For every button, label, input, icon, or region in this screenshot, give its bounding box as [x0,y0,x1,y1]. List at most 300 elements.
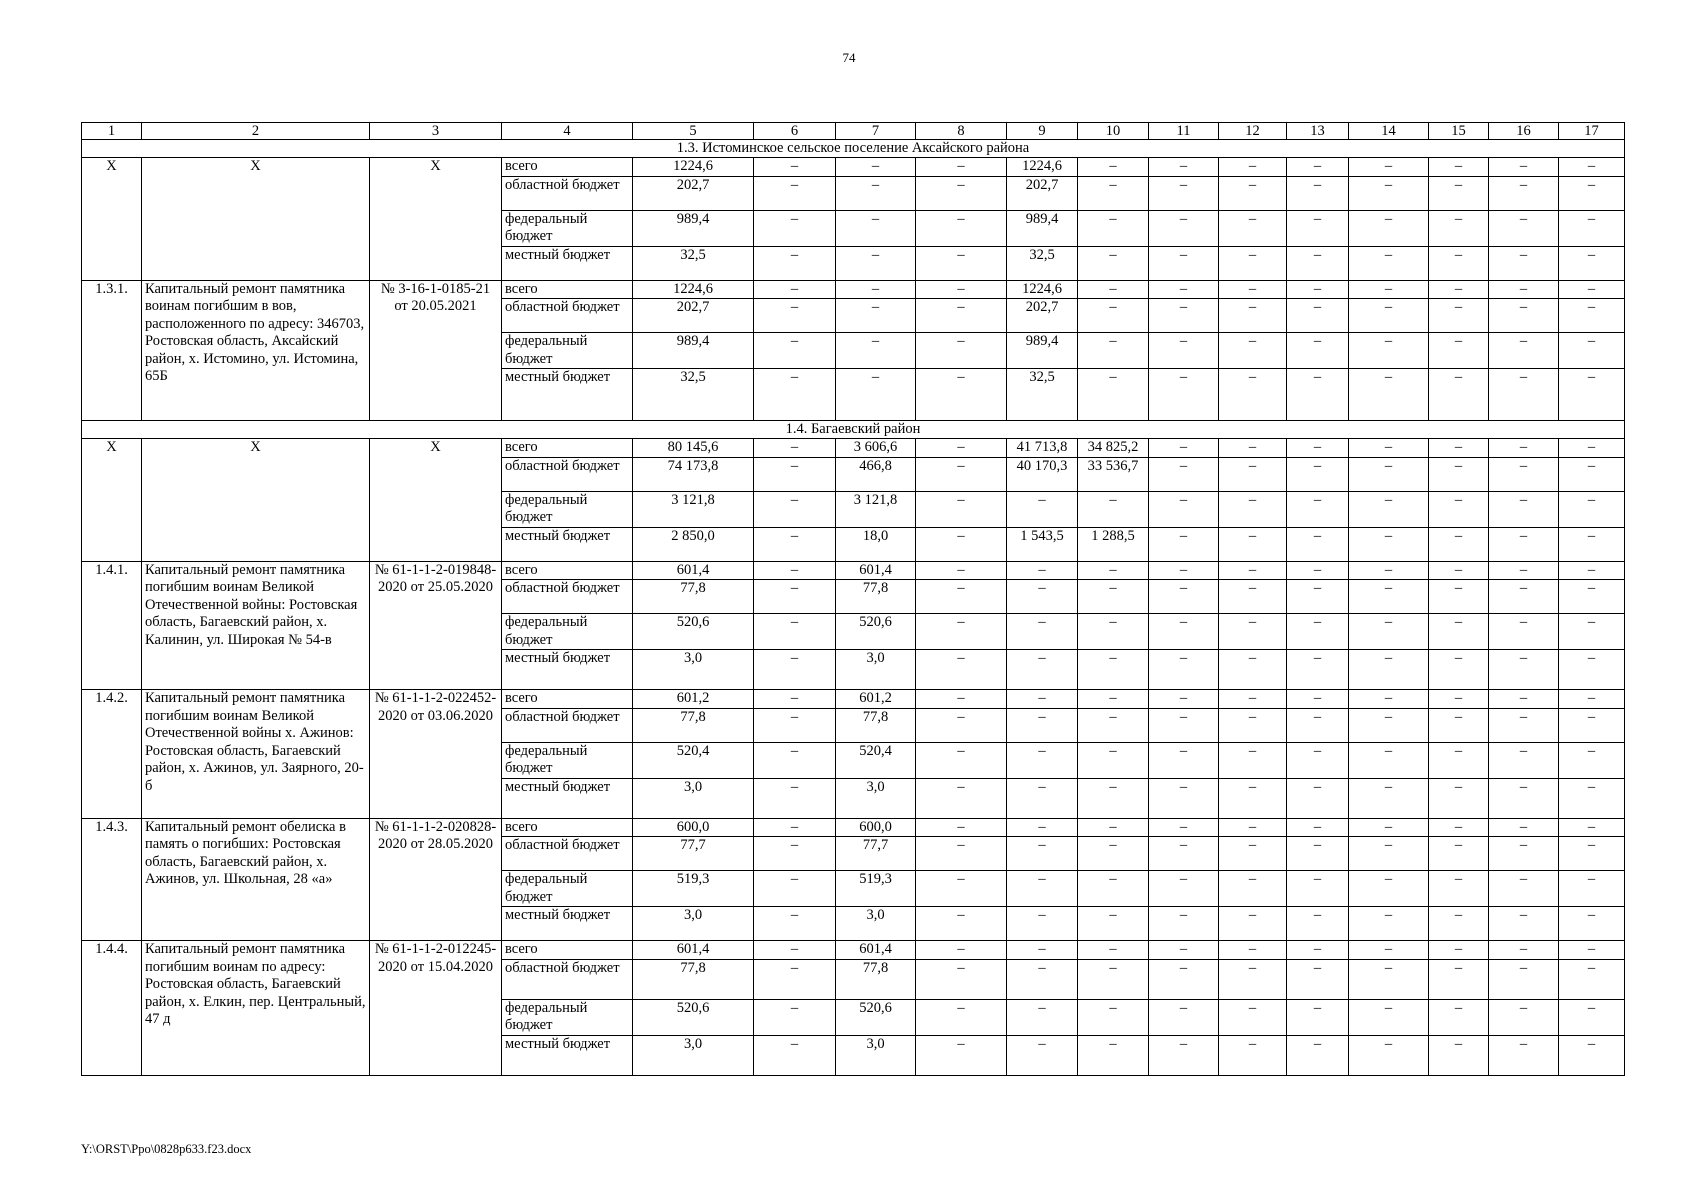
value-cell: – [1489,176,1559,210]
table-body [82,123,1625,1076]
value-cell: – [836,333,916,369]
value-cell: – [916,690,1007,709]
value-cell: – [1287,457,1349,491]
value-cell: 519,3 [633,871,754,907]
table-row [82,158,1625,177]
value-cell: – [1559,333,1625,369]
value-cell: – [1429,1035,1489,1075]
budget-source-label: федеральный бюджет [502,491,633,527]
value-cell: – [1429,280,1489,299]
budget-source-label: областной бюджет [502,580,633,614]
value-cell: – [754,837,836,871]
value-cell: – [1489,491,1559,527]
value-cell: 1224,6 [1007,280,1078,299]
value-cell: – [1007,999,1078,1035]
value-cell: – [1149,999,1219,1035]
item-number: Х [82,439,142,562]
value-cell: 3 121,8 [633,491,754,527]
value-cell: – [836,210,916,246]
value-cell: 520,6 [836,999,916,1035]
value-cell: – [1429,299,1489,333]
value-cell: – [1149,690,1219,709]
item-name: Х [142,439,370,562]
value-cell: 601,4 [633,561,754,580]
value-cell: – [1149,491,1219,527]
value-cell: 3,0 [836,778,916,818]
item-document: № 61-1-1-2-022452-2020 от 03.06.2020 [370,690,502,819]
value-cell: 202,7 [633,299,754,333]
value-cell: – [754,907,836,941]
value-cell: – [1149,439,1219,458]
value-cell: – [1287,369,1349,421]
value-cell: – [1559,742,1625,778]
value-cell: – [1219,742,1287,778]
value-cell: – [1149,176,1219,210]
value-cell: – [1429,561,1489,580]
value-cell: – [1559,690,1625,709]
value-cell: – [1489,837,1559,871]
value-cell: – [1559,439,1625,458]
value-cell: – [1007,580,1078,614]
value-cell: 77,8 [633,708,754,742]
value-cell: – [1078,818,1149,837]
value-cell: – [1219,871,1287,907]
value-cell: – [1349,176,1429,210]
value-cell: – [1559,614,1625,650]
column-number-cell: 5 [633,123,754,140]
value-cell: – [916,333,1007,369]
value-cell: 32,5 [1007,369,1078,421]
value-cell: – [1489,439,1559,458]
item-number: 1.3.1. [82,280,142,421]
value-cell: 519,3 [836,871,916,907]
value-cell: – [1149,614,1219,650]
value-cell: – [1489,580,1559,614]
table-row [82,439,1625,458]
value-cell: – [1429,871,1489,907]
value-cell: – [1219,614,1287,650]
value-cell: 3,0 [633,907,754,941]
value-cell: – [1078,210,1149,246]
value-cell: – [836,369,916,421]
value-cell: – [1219,690,1287,709]
value-cell: – [1349,650,1429,690]
column-number-cell: 4 [502,123,633,140]
value-cell: – [1489,299,1559,333]
value-cell: – [1149,742,1219,778]
item-name: Капитальный ремонт памятника погибшим воинам Великой Отечественной войны: Ростовская область, Багаевский район, х. Калинин, ул. Широкая № 54-в [142,561,370,690]
value-cell: – [754,959,836,999]
value-cell: – [754,333,836,369]
value-cell: – [836,158,916,177]
value-cell: – [916,999,1007,1035]
value-cell: – [754,690,836,709]
value-cell: – [1078,742,1149,778]
value-cell: 77,8 [633,959,754,999]
value-cell: – [1287,907,1349,941]
value-cell: 3,0 [836,907,916,941]
column-number-row [82,123,1625,140]
value-cell: 77,7 [836,837,916,871]
budget-source-label: всего [502,439,633,458]
value-cell: 1 288,5 [1078,527,1149,561]
value-cell: – [1559,491,1625,527]
value-cell: 600,0 [836,818,916,837]
value-cell: – [1219,580,1287,614]
value-cell: – [1429,999,1489,1035]
budget-source-label: всего [502,818,633,837]
value-cell: 3,0 [633,1035,754,1075]
value-cell: – [1219,708,1287,742]
value-cell: – [916,907,1007,941]
value-cell: – [1219,818,1287,837]
value-cell: 77,8 [836,580,916,614]
item-document: Х [370,439,502,562]
value-cell: – [916,527,1007,561]
value-cell: 202,7 [1007,176,1078,210]
column-number-cell: 1 [82,123,142,140]
value-cell: 601,2 [836,690,916,709]
value-cell: – [1559,369,1625,421]
table-row [82,941,1625,960]
value-cell: – [1429,941,1489,960]
value-cell: – [1078,614,1149,650]
value-cell: – [1219,457,1287,491]
value-cell: 77,8 [836,959,916,999]
value-cell: – [1489,369,1559,421]
item-name: Капитальный ремонт памятника погибшим воинам по адресу: Ростовская область, Багаевский район, х. Елкин, пер. Центральный, 47 д [142,941,370,1076]
value-cell: – [754,299,836,333]
column-number-cell: 14 [1349,123,1429,140]
value-cell: – [1149,778,1219,818]
section-title: 1.3. Истоминское сельское поселение Аксайского района [82,140,1625,158]
value-cell: 989,4 [1007,333,1078,369]
value-cell: – [916,871,1007,907]
value-cell: – [1078,690,1149,709]
value-cell: – [1489,999,1559,1035]
value-cell: – [1078,491,1149,527]
value-cell: – [1287,210,1349,246]
value-cell: – [1149,837,1219,871]
value-cell: – [1349,158,1429,177]
item-name: Капитальный ремонт памятника воинам погибшим в вов, расположенного по адресу: 346703, Ростовская область, Аксайский район, х. Истомино, ул. Истомина, 65Б [142,280,370,421]
value-cell: – [1429,614,1489,650]
value-cell: – [1559,527,1625,561]
value-cell: 77,7 [633,837,754,871]
value-cell: 33 536,7 [1078,457,1149,491]
value-cell: – [916,491,1007,527]
value-cell: – [1078,959,1149,999]
value-cell: – [1559,959,1625,999]
value-cell: – [1429,527,1489,561]
value-cell: – [1007,959,1078,999]
value-cell: – [1149,580,1219,614]
value-cell: – [1559,941,1625,960]
value-cell: – [1489,941,1559,960]
value-cell: – [1219,561,1287,580]
budget-table [81,122,1625,1076]
value-cell: – [1349,690,1429,709]
value-cell: – [1349,999,1429,1035]
value-cell: – [1219,941,1287,960]
budget-source-label: всего [502,690,633,709]
column-number-cell: 12 [1219,123,1287,140]
budget-source-label: местный бюджет [502,527,633,561]
value-cell: – [1559,818,1625,837]
item-number: 1.4.2. [82,690,142,819]
value-cell: – [1287,299,1349,333]
value-cell: – [1559,210,1625,246]
value-cell: – [1287,1035,1349,1075]
value-cell: – [1219,837,1287,871]
value-cell: – [1219,299,1287,333]
column-number-cell: 2 [142,123,370,140]
budget-source-label: всего [502,561,633,580]
value-cell: – [1429,818,1489,837]
column-number-cell: 11 [1149,123,1219,140]
item-document: № 61-1-1-2-019848-2020 от 25.05.2020 [370,561,502,690]
value-cell: – [1007,871,1078,907]
value-cell: – [1349,299,1429,333]
section-title-row [82,140,1625,158]
value-cell: – [1149,959,1219,999]
value-cell: – [1078,158,1149,177]
value-cell: – [1349,941,1429,960]
value-cell: – [1219,650,1287,690]
value-cell: – [1489,907,1559,941]
value-cell: – [1287,158,1349,177]
value-cell: – [1429,246,1489,280]
value-cell: – [1078,369,1149,421]
item-document: № 61-1-1-2-012245-2020 от 15.04.2020 [370,941,502,1076]
value-cell: – [1349,491,1429,527]
value-cell: – [916,742,1007,778]
value-cell: – [754,1035,836,1075]
value-cell: – [1078,299,1149,333]
value-cell: – [1078,708,1149,742]
table-row [82,818,1625,837]
budget-source-label: областной бюджет [502,299,633,333]
value-cell: – [1489,246,1559,280]
value-cell: – [1287,959,1349,999]
value-cell: – [916,959,1007,999]
value-cell: – [1149,333,1219,369]
value-cell: – [1559,650,1625,690]
value-cell: – [1489,1035,1559,1075]
value-cell: – [916,439,1007,458]
value-cell: 74 173,8 [633,457,754,491]
value-cell: – [1559,299,1625,333]
item-document: № 3-16-1-0185-21 от 20.05.2021 [370,280,502,421]
budget-source-label: всего [502,280,633,299]
value-cell: – [1287,176,1349,210]
value-cell: – [754,280,836,299]
value-cell: – [1287,690,1349,709]
budget-source-label: областной бюджет [502,959,633,999]
value-cell: – [1007,907,1078,941]
value-cell: – [1429,457,1489,491]
item-name: Капитальный ремонт памятника погибшим воинам Великой Отечественной войны х. Ажинов: Ростовская область, Багаевский район, х. Ажинов, ул. Заярного, 20-б [142,690,370,819]
item-number: Х [82,158,142,281]
value-cell: – [1078,941,1149,960]
value-cell: – [1149,369,1219,421]
value-cell: 1 543,5 [1007,527,1078,561]
value-cell: 202,7 [1007,299,1078,333]
value-cell: – [1078,561,1149,580]
value-cell: – [1489,457,1559,491]
budget-source-label: областной бюджет [502,837,633,871]
value-cell: – [1559,457,1625,491]
value-cell: – [836,280,916,299]
value-cell: – [1149,907,1219,941]
value-cell: 3,0 [633,778,754,818]
value-cell: – [1219,999,1287,1035]
budget-source-label: областной бюджет [502,176,633,210]
value-cell: – [1349,1035,1429,1075]
value-cell: – [916,818,1007,837]
value-cell: – [754,439,836,458]
value-cell: – [1349,778,1429,818]
value-cell: – [1489,708,1559,742]
value-cell: – [754,778,836,818]
value-cell: – [836,246,916,280]
page-number: 74 [842,50,856,65]
value-cell: – [1489,158,1559,177]
value-cell: – [1219,527,1287,561]
value-cell: – [1149,561,1219,580]
value-cell: – [1559,1035,1625,1075]
value-cell: – [1149,650,1219,690]
value-cell: – [1349,871,1429,907]
value-cell: – [1287,871,1349,907]
value-cell: – [916,457,1007,491]
budget-source-label: федеральный бюджет [502,614,633,650]
value-cell: – [1078,871,1149,907]
value-cell: – [1559,280,1625,299]
value-cell: – [1349,280,1429,299]
value-cell: – [916,1035,1007,1075]
value-cell: – [1219,280,1287,299]
value-cell: – [1219,246,1287,280]
value-cell: 520,4 [633,742,754,778]
value-cell: – [754,176,836,210]
value-cell: – [916,210,1007,246]
value-cell: – [1078,1035,1149,1075]
value-cell: – [1489,614,1559,650]
value-cell: – [1219,907,1287,941]
value-cell: – [754,491,836,527]
value-cell: – [916,561,1007,580]
value-cell: 520,4 [836,742,916,778]
value-cell: – [1287,837,1349,871]
budget-source-label: всего [502,941,633,960]
item-number: 1.4.1. [82,561,142,690]
value-cell: – [1489,210,1559,246]
value-cell: – [1559,907,1625,941]
value-cell: – [1287,708,1349,742]
value-cell: 3 606,6 [836,439,916,458]
value-cell: – [1007,941,1078,960]
value-cell: – [754,457,836,491]
value-cell: 2 850,0 [633,527,754,561]
value-cell: – [1559,246,1625,280]
value-cell: 202,7 [633,176,754,210]
value-cell: – [1149,246,1219,280]
value-cell: – [1349,457,1429,491]
value-cell: – [1078,907,1149,941]
value-cell: 520,6 [633,999,754,1035]
value-cell: – [1149,210,1219,246]
value-cell: – [1219,778,1287,818]
value-cell: – [1219,491,1287,527]
value-cell: – [1007,614,1078,650]
value-cell: – [916,369,1007,421]
value-cell: – [1559,580,1625,614]
value-cell: 34 825,2 [1078,439,1149,458]
value-cell: – [1429,837,1489,871]
item-number: 1.4.4. [82,941,142,1076]
value-cell: – [916,941,1007,960]
value-cell: 601,4 [633,941,754,960]
value-cell: 520,6 [836,614,916,650]
value-cell: – [1489,333,1559,369]
budget-source-label: федеральный бюджет [502,210,633,246]
value-cell: 989,4 [633,333,754,369]
value-cell: 601,2 [633,690,754,709]
value-cell: – [1429,176,1489,210]
value-cell: – [1559,837,1625,871]
value-cell: – [1489,742,1559,778]
value-cell: – [916,837,1007,871]
value-cell: – [1349,818,1429,837]
value-cell: – [1489,690,1559,709]
value-cell: – [1287,614,1349,650]
budget-source-label: местный бюджет [502,246,633,280]
value-cell: 601,4 [836,561,916,580]
value-cell: – [916,246,1007,280]
value-cell: 3,0 [836,650,916,690]
value-cell: – [1429,333,1489,369]
value-cell: – [1559,871,1625,907]
value-cell: 18,0 [836,527,916,561]
value-cell: – [1287,491,1349,527]
value-cell: – [1219,959,1287,999]
value-cell: – [1429,690,1489,709]
value-cell: – [754,614,836,650]
value-cell: – [1429,708,1489,742]
value-cell: 32,5 [633,246,754,280]
value-cell: – [754,210,836,246]
item-name: Х [142,158,370,281]
value-cell: – [1429,491,1489,527]
value-cell: – [1429,959,1489,999]
budget-source-label: местный бюджет [502,650,633,690]
budget-source-label: федеральный бюджет [502,742,633,778]
value-cell: – [1349,246,1429,280]
value-cell: – [1287,778,1349,818]
value-cell: – [1007,708,1078,742]
value-cell: – [1007,837,1078,871]
value-cell: – [1489,527,1559,561]
item-document: Х [370,158,502,281]
value-cell: – [1007,778,1078,818]
value-cell: – [754,246,836,280]
value-cell: – [1287,580,1349,614]
value-cell: 1224,6 [1007,158,1078,177]
value-cell: – [1559,561,1625,580]
value-cell: – [1287,527,1349,561]
value-cell: 41 713,8 [1007,439,1078,458]
